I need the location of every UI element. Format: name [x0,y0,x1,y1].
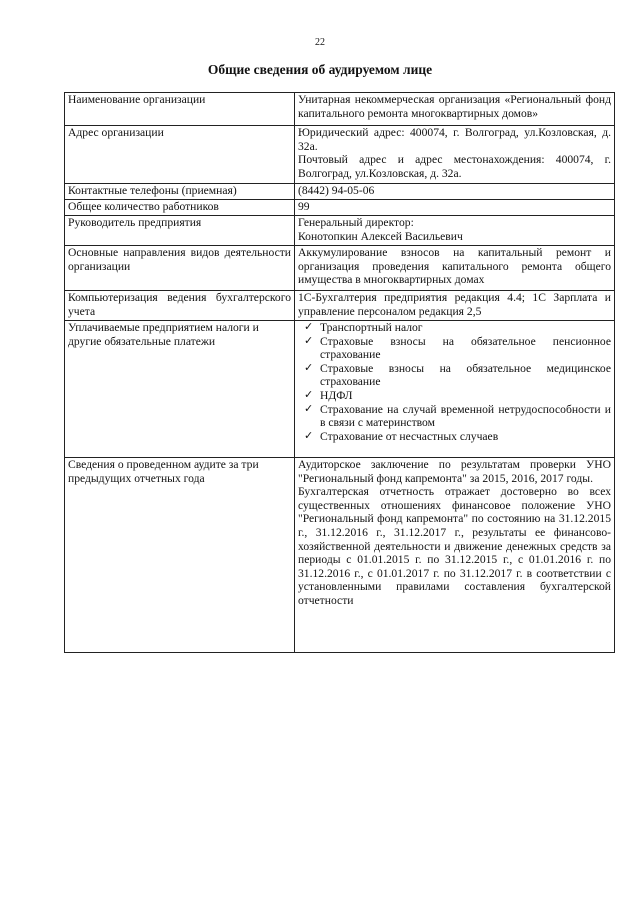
list-item: ✓ НДФЛ [304,388,353,402]
check-mark-icon: ✓ [304,334,314,347]
page-title: Общие сведения об аудируемом лице [207,62,433,77]
org-name-label: Наименование организации [65,93,295,126]
audit-label: Сведения о проведенном аудите за три предыдущих отчетных года [65,458,295,653]
table-row [65,458,615,653]
director-label: Руководитель предприятия [65,216,295,246]
list-item: ✓ Страхование от несчастных случаев [304,429,499,443]
taxes-label: Уплачиваемые предприятием налоги и другие обязательные платежи [65,321,295,458]
phones-label: Контактные телефоны (приемная) [65,184,295,200]
audit-value [295,458,615,653]
table-row [65,126,615,184]
table-row [65,291,615,321]
address-label: Адрес организации [65,126,295,184]
table-row [65,200,615,216]
table-row [65,216,615,246]
list-item: ✓ Страхование на случай временной нетрудоспособности и в связи с материнством [304,402,611,430]
table-row [65,321,615,458]
check-mark-icon: ✓ [304,402,314,415]
list-item: ✓ Страховые взносы на обязательное пенсионное страхование [304,334,611,362]
check-mark-icon: ✓ [304,388,314,401]
legal-address: Юридический адрес: 400074, г. Волгоград, ул.Козловская, д. 32а. [298,126,611,153]
audit-paragraph-1: Аудиторское заключение по результатам проверки УНО "Региональный фонд капремонта" за 2015, 2016, 2017 годы. [298,458,611,485]
table-row [65,93,615,126]
computerization-value: 1С-Бухгалтерия предприятия редакция 4.4; 1С Зарплата и управление персоналом редакция 2,5 [295,291,615,321]
director-name: Конотопкин Алексей Васильевич [298,229,463,243]
check-mark-icon: ✓ [304,429,314,442]
postal-address: Почтовый адрес и адрес местонахождения: 400074, г. Волгоград, ул.Козловская, д. 32а. [298,153,611,180]
taxes-value [295,321,615,458]
check-mark-icon: ✓ [304,361,314,374]
director-position: Генеральный директор: [298,216,414,229]
taxes-list [298,321,611,443]
table-row [65,184,615,200]
check-mark-icon: ✓ [304,321,314,333]
audit-paragraph-2: Бухгалтерская отчетность отражает достоверно во всех существенных отношениях финансовое положение УНО "Региональный фонд капремонта" по состоянию на 31.12.2015 г., 31.12.2016 г., 31.12.2017 г., результаты ее финансово-хозяйственной деятельности и движение денежных средств за периоды с 01.01.2015 г. по 31.12.2015 г., с 01.01.2016 г. по 31.12.2016 г., с 01.01.2017 г. по 31.12.2017 г. в соответствии с установленными правилами составления бухгалтерской отчетности [298,485,611,607]
organization-info-table [64,92,615,653]
activities-label: Основные направления видов деятельности организации [65,246,295,291]
address-value [295,126,615,184]
list-item: ✓ Страховые взносы на обязательное медицинское страхование [304,361,611,389]
page-number: 22 [315,37,325,48]
phones-value: (8442) 94-05-06 [295,184,615,200]
table-row [65,246,615,291]
employees-label: Общее количество работников [65,200,295,216]
director-value [295,216,615,246]
computerization-label: Компьютеризация ведения бухгалтерского учета [65,291,295,321]
activities-value: Аккумулирование взносов на капитальный ремонт и организация проведения капитального ремонта общего имущества в многоквартирных домах [295,246,615,291]
org-name-value: Унитарная некоммерческая организация «Региональный фонд капитального ремонта многоквартирных домов» [295,93,615,126]
list-item: ✓ Транспортный налог [304,321,423,334]
employees-value: 99 [295,200,615,216]
